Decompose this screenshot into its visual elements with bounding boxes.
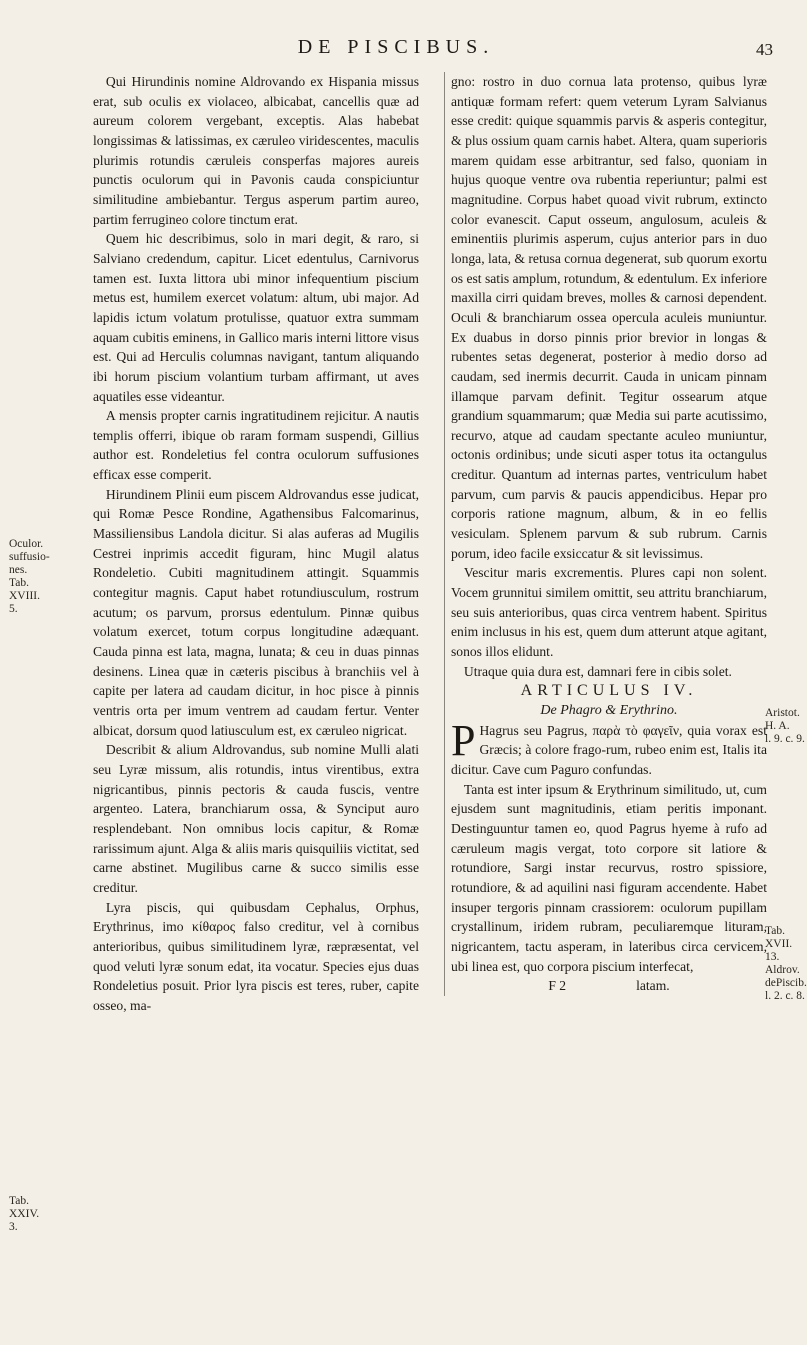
paragraph: Qui Hirundinis nomine Aldrovando ex Hispania missus erat, sub oculis ex violaceo, albicabat, cancellis quæ ad aureum colorem vergebant, exceptis. Alas habebat longissimas & latissimas, ex cæruleo viridescentes, maculis plurimis rotundis cæruleis consperfas majores aureis punctis oculorum qui in Pavonis cauda conspiciuntur similitudine ambiebantur. Tergus asperum partim aureo, partim ferrugineo colore tinctum erat. [93, 74, 419, 227]
paragraph-text: Hagrus seu Pagrus, παρὰ τὸ φαγεῖν, quia vorax est Græcis; à colore frago-rum, rubeo enim est, Italis ita dicitur. Cave cum Paguro confundas. [451, 722, 767, 777]
paragraph-with-dropcap [451, 715, 767, 780]
running-head: DE PISCIBUS. [297, 36, 495, 58]
paragraph: Quem hic describimus, solo in mari degit, & raro, si Salviano credendum, capitur. Licet edentulus, Carnivorus tamen est. Iuxta littora ubi minor infequentium piscium metus est, humilem exercet volatum: altum, ubi major. Ad lapidis ictum volatum protulisse, quatuor extra summam aquam cubitis eminens, in Gallico maris interni littore visus est. Qui ad Herculis columnas navigant, tantum aliquando ibi horum piscium volantium turbam affirmant, ut aves aquatiles esse videantur. [93, 231, 419, 404]
signature-mark: F 2 [548, 978, 567, 994]
margin-note-right-aristotle: Aristot. H. A. l. 9. c. 9. [765, 707, 805, 745]
paragraph: Lyra piscis, qui quibusdam Cephalus, Orphus, Erythrinus, imo κίθαρος falso creditur, vel à cornibus anterioribus, quibus similitudinem lyræ, ræpræsentat, vel quod veluti lyræ sonum edat, ita vocatur. Species ejus duas Rondeletius posuit. Prior lyra piscis est teres, ruber, capite osseo, ma- [93, 899, 419, 1013]
article-heading: ARTICULUS IV. [520, 682, 698, 700]
paragraph: Describit & alium Aldrovandus, sub nomine Mulli alati seu Lyræ missum, alis rotundis, intus virentibus, extra nigricantibus, pinnis pectoris & cauda fuscis, ventre argenteo. Latera, branchiarum ossa, & Synciput auro resplendebant. Non omnibus locis capitur, & Romæ rarissimum ajunt. Alga & aliis maris quisquiliis victitat, sed carne abstinet. Mugilibus carne & succo similis esse creditur. [93, 742, 419, 895]
margin-note-left-oculorum: Oculor. suffusio- nes. Tab. XVIII. 5. [9, 538, 50, 615]
right-column [444, 72, 767, 996]
paragraph: Vescitur maris excrementis. Plures capi non solent. Vocem grunnitui similem omittit, seu attritu branchiarum, seu suis anterioribus, quas circa ventrem habent. Spiritus enim inclusus in his est, quem dum atterunt atque agitant, sonos illos elidunt. [451, 565, 767, 660]
page-number: 43 [756, 40, 773, 59]
paragraph: Tanta est inter ipsum & Erythrinum similitudo, ut, cum ejusdem sunt magnitudinis, etiam peritis imponant. Destinguuntur tamen eo, quod Pagrus hyeme à rufo ad cæruleum magis vergat, toto corpore sit latiore & rotundiore, Sargi instar recurvus, rostro spissiore, rotundiore, & ad aquilini nasi figuram accendente. Habet insuper tergoris pinnam crassiorem: oculorum pupillam crystallinum, iridem rubram, peculiaremque lituram, nigricantem, tactu asperam, in lateribus circa cervicem, ubi linea est, quo corpora piscium interfecat, [451, 781, 767, 974]
article-subheading: De Phagro & Erythrino. [540, 703, 678, 718]
paragraph: Utraque quia dura est, damnari fere in cibis solet. [463, 663, 732, 679]
margin-note-left-tab-xxiv: Tab. XXIV. 3. [9, 1195, 40, 1233]
catchword: latam. [636, 978, 670, 994]
drop-capital: P [451, 715, 476, 765]
left-column [93, 72, 419, 1016]
paragraph: A mensis propter carnis ingratitudinem rejicitur. A nautis templis offerri, ibique ob raram formam suspendi, Gillius author est. Rondeletius fel contra oculorum suffusiones efficax esse comperit. [93, 408, 419, 483]
paragraph: Hirundinem Plinii eum piscem Aldrovandus esse judicat, qui Romæ Pesce Rondine, Agathensibus Falcomarinus, Massiliensibus Landola dicitur. Si alas auferas ad Mugilis Cestrei inprimis accedit figuram, hinc Mugil alatus Rondeletio. Cubiti magnitudinem attingit. Squammis contegitur magnis. Caput habet rotundiusculum, rostrum acutum; os parvum, prorsus edentulum. Pinnæ quibus volatum exercet, totum corpus longitudine adæquant. Cauda pinna est lata, magna, lunata; & ceu in duas pinnas desinens. Linea quæ in cæteris piscibus à branchiis vel à capite per latera ad caudam dicitur, in hoc pisce à pinnis ventris orta per imum ventrem ad caudam fertur. Venter albicat, dorsum quod latiusculum est, ex cæruleo nigricat. [93, 486, 419, 738]
margin-note-right-tab-xvii: Tab. XVII. 13. Aldrov. dePiscib. l. 2. c. 8. [765, 925, 807, 1002]
paragraph: gno: rostro in duo cornua lata protenso, quibus lyræ antiquæ formam refert: quem veterum Lyram Salvianus esse credit: quique squammis parvis & asperis contegitur, & plus ossium quam carnis habet. Altera, quam superioris marem quidam esse arbitrantur, sed falso, quoniam in hujus quoque ventre ova rubentia reperiuntur; palmi est magnitudine. Corpus habet quoad vivit rubrum, extincto color evanescit. Caput osseum, angulosum, aculeis & eminentiis plurimis asperum, cujus anterior pars in duo longa, lata, & retusa cornua degenerat, sub quorum exortu os est satis amplum, rotundum, & edentulum. Ex inferiore maxilla cirri quidam breves, molles & carnosi dependent. Oculi & branchiarum ossea opercula aculeis muniuntur. Ex duabus in dorso pinnis prior brevior in longas & rubentes setas degenerat, posterior à medio dorso ad caudam, sed inermis decurrit. Cauda in unicam pinnam illamque parvam definit. Tegitur ossearum atque grandium squammarum; quæ Media sui parte acutissimo, recurvo, atque ad caudam spectante aculeo muniuntur, octonis ordinibus; unde sicuti asper totus ita octangulus creditur. Quantum ad internas partes, ventriculum habet parvum, cum parvis & paucis appendicibus. Hepar pro corporis ratione magnum, album, & in eo fellis vesiculam. Splenem parvum & sub rubrum. Carnis porum, ideo facile exsiccatur & sit levissimus. [451, 74, 768, 561]
signature-line [451, 976, 767, 996]
